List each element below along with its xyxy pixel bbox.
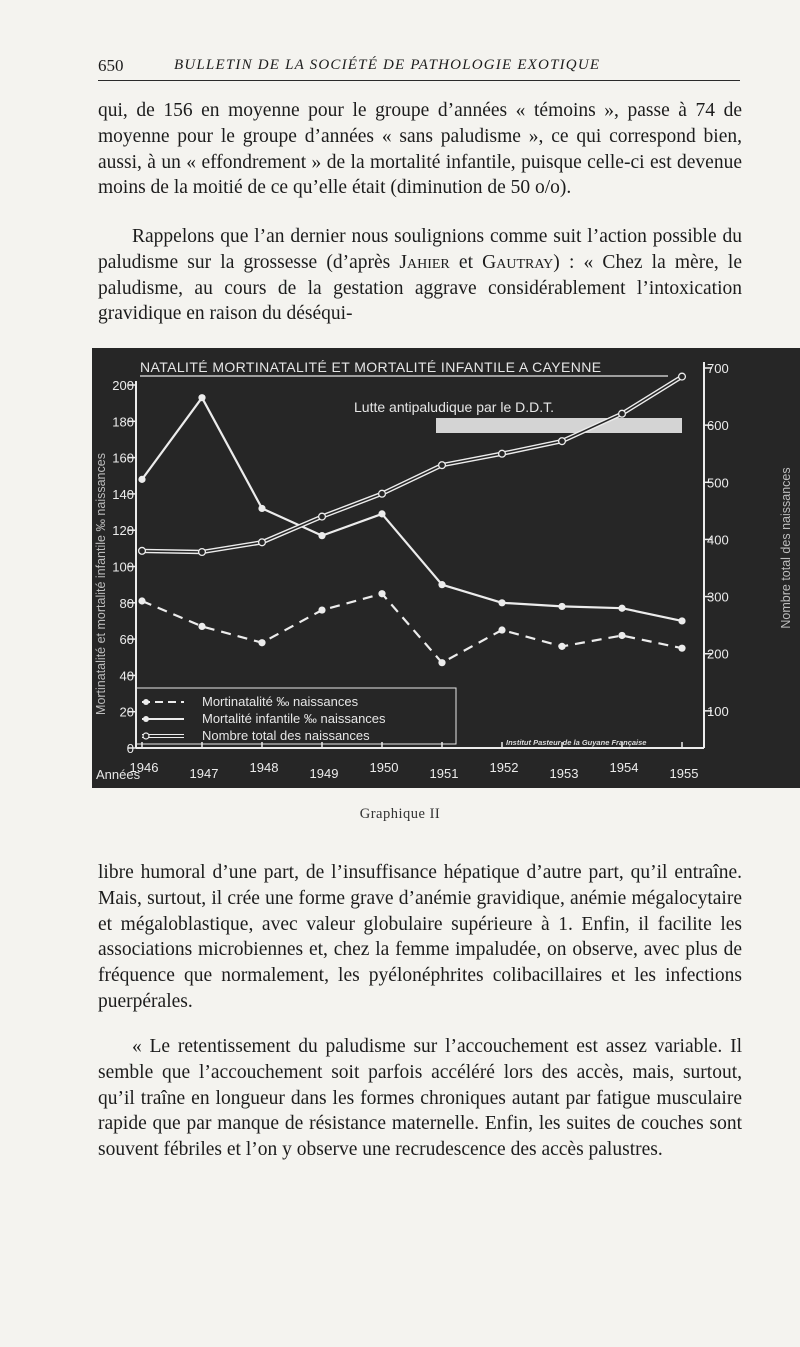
x-tick-label: 1953 [549,766,579,781]
legend-label-naissances: Nombre total des naissances [202,728,370,743]
series-0-point [378,590,385,597]
paragraph-2-conj: et [449,251,483,273]
series-0-point [138,597,145,604]
paragraph-2-text-b: ) : « Chez la mère, le paludisme, au cours de la gestation aggrave considérablement l’intoxication gravidique en raison du déséqui- [98,251,742,325]
series-2-point [439,462,446,469]
x-tick-label: 1949 [309,766,339,781]
series-1-point [378,510,385,517]
series-1-point [498,599,505,606]
y-left-tick-label: 40 [119,668,134,684]
x-tick-label: 1952 [489,760,519,775]
y-right-tick-label: 200 [707,646,729,662]
figure-caption: Graphique II [359,806,441,822]
series-2-point [619,410,626,417]
series-2-point [379,490,386,497]
series-2-point [259,539,266,546]
y-left-tick-label: 60 [119,632,134,648]
paragraph-1: qui, de 156 en moyenne pour le groupe d’années « témoins », passe à 74 de moyenne pour le groupe d’années « sans paludisme », ce qui correspond bien, aussi, à un « effondrement » de la mortalité infantile, puisque celle-ci est devenue moins de la moitié de ce qu’elle était (diminution de 50 o/o). [98,100,742,199]
y-right-tick-label: 500 [707,475,729,491]
x-tick-label: 1951 [429,766,459,781]
page-number: 650 [98,56,124,75]
series-2-point [319,513,326,520]
y-left-axis-title: Mortinatalité et mortalité infantile ‰ naissances [94,453,108,715]
x-tick-label: 1950 [369,760,399,775]
legend-marker-naissances [143,733,149,739]
ddt-campaign-band [436,418,682,433]
series-0-point [438,659,445,666]
series-1-point [198,394,205,401]
series-1-point [618,605,625,612]
x-tick-label: 1948 [249,760,279,775]
chart-credit: Institut Pasteur de la Guyane Française [506,738,647,747]
paragraph-4: « Le retentissement du paludisme sur l’accouchement est assez variable. Il semble que l’accouchement soit parfois accéléré lors des accès, mais, surtout, qu’il traîne en longueur dans les formes chroniques autant par fatigue musculaire rapide que par manque de résistance maternelle. Enfin, les suites de couches sont souvent fébriles et l’on y observe une recrudescence des accès palustres. [98,1036,742,1161]
series-1-point [678,617,685,624]
chart-svg [92,348,800,788]
paragraph-2-text-a: Rappelons que l’an dernier nous soulignions comme suit l’action possible du paludisme sur la grossesse (d’après [98,226,742,273]
y-right-tick-label: 700 [707,361,729,376]
x-axis-title: Années [96,767,141,782]
series-0-point [678,645,685,652]
y-left-tick-label: 20 [119,704,134,720]
y-right-tick-label: 300 [707,589,729,605]
series-2-point [199,549,206,556]
y-left-tick-label: 140 [112,486,134,502]
y-right-axis-title: Nombre total des naissances [779,467,793,629]
series-1-point [558,603,565,610]
paragraph-3: libre humoral d’une part, de l’insuffisance hépatique d’autre part, qu’il entraîne. Mais, surtout, il crée une forme grave d’anémie gravidique, anémie mégalocytaire et mégaloblastique, avec valeur globulaire supérieure à 1. Enfin, il facilite les associations microbiennes et, chez la femme impaludée, on observe, avec plus de fréquence que normalement, les pyélonéphrites colibacillaires et les infections puerpérales. [98,862,742,1012]
chart-title: NATALITÉ MORTINATALITÉ ET MORTALITÉ INFANTILE A CAYENNE [140,359,602,375]
paragraph-2 [98,224,742,327]
series-0-point [198,623,205,630]
author-jahier: Jahier [399,251,450,273]
x-tick-label: 1955 [669,766,699,781]
y-right-tick-label: 600 [707,418,729,434]
x-tick-label: 1954 [609,760,639,775]
author-gautray: Gautray [482,251,554,273]
y-left-tick-label: 180 [112,414,134,430]
legend-label-mortalite: Mortalité infantile ‰ naissances [202,711,386,726]
y-left-tick-label: 100 [112,559,134,575]
y-left-tick-label: 160 [112,450,134,466]
x-tick-label: 1947 [189,766,219,781]
series-0-point [498,626,505,633]
series-2-point [499,450,506,457]
y-left-tick-label: 80 [119,595,134,611]
y-right-tick-label: 400 [707,532,729,548]
series-1-point [138,476,145,483]
y-right-tick-label: 100 [707,703,729,719]
chart-annotation: Lutte antipaludique par le D.D.T. [354,399,555,415]
series-0-point [318,606,325,613]
y-left-tick-label: 200 [112,378,134,393]
series-1-point [318,532,325,539]
legend-marker-mortinatalite [143,699,149,705]
legend-label-mortinatalite: Mortinatalité ‰ naissances [202,694,359,709]
y-left-tick-label: 120 [112,523,134,539]
series-2-point [139,547,146,554]
series-0-point [258,639,265,646]
series-0-point [558,643,565,650]
series-2-point [679,373,686,380]
series-1-point [258,505,265,512]
series-2-point [559,438,566,445]
figure-chart [92,348,800,788]
running-header [98,54,740,81]
series-0-point [618,632,625,639]
y-left-tick-label: 0 [126,741,134,756]
legend-marker-mortalite [143,716,149,722]
series-1-point [438,581,445,588]
journal-title: BULLETIN DE LA SOCIÉTÉ DE PATHOLOGIE EXOTIQUE [174,57,601,73]
x-tick-label: 1946 [129,760,159,775]
